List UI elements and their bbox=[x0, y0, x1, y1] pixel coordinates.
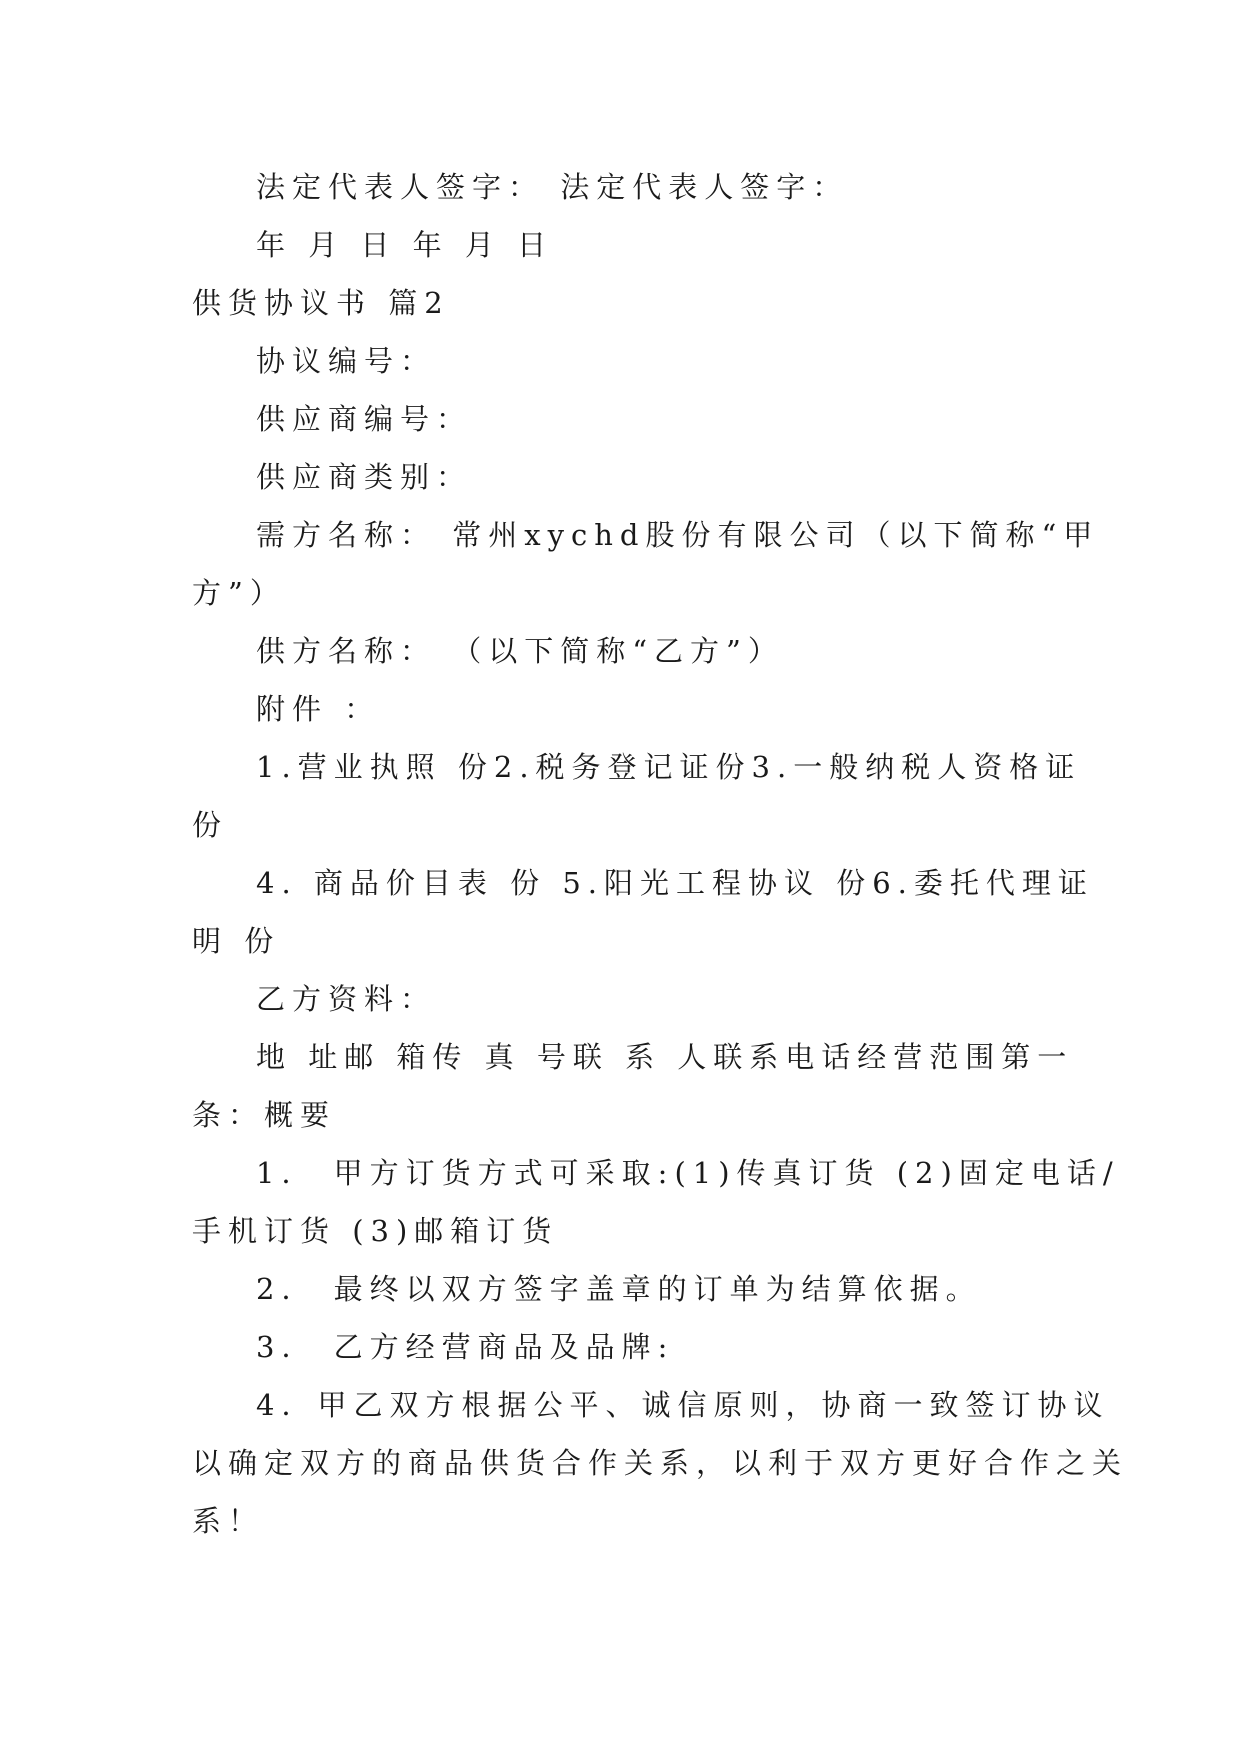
clause-4: 4．甲乙双方根据公平、诚信原则，协商一致签订协议 bbox=[256, 1388, 1110, 1422]
attachment-list-line-cont: 明 份 bbox=[192, 924, 281, 958]
clause-4-cont: 以确定双方的商品供货合作关系，以利于双方更好合作之关 bbox=[192, 1446, 1129, 1480]
supplier-info-label: 乙方资料： bbox=[256, 982, 437, 1016]
supplier-category-label: 供应商类别： bbox=[256, 460, 473, 494]
attachment-list-line-cont: 份 bbox=[192, 808, 229, 842]
agreement-number-label: 协议编号： bbox=[256, 344, 437, 378]
buyer-name-line-cont: 方”） bbox=[192, 576, 286, 610]
clause-1-cont: 手机订货 (3)邮箱订货 bbox=[192, 1214, 559, 1248]
attachment-list-line: 1.营业执照 份2.税务登记证份3.一般纳税人资格证 bbox=[256, 750, 1082, 784]
buyer-name-line: 需方名称： 常州xychd股份有限公司（以下简称“甲 bbox=[256, 518, 1100, 552]
signature-line: 法定代表人签字： 法定代表人签字： bbox=[256, 170, 849, 204]
attachment-list-line: 4. 商品价目表 份 5.阳光工程协议 份6.委托代理证 bbox=[256, 866, 1094, 900]
clause-1: 1． 甲方订货方式可采取:(1)传真订货 (2)固定电话/ bbox=[256, 1156, 1120, 1190]
clause-4-cont: 系！ bbox=[192, 1504, 265, 1538]
supplier-info-fields: 地 址邮 箱传 真 号联 系 人联系电话经营范围第一 bbox=[256, 1040, 1074, 1074]
clause-2: 2． 最终以双方签字盖章的订单为结算依据。 bbox=[256, 1272, 982, 1306]
section-title: 供货协议书 篇2 bbox=[192, 286, 450, 320]
date-line: 年 月 日 年 月 日 bbox=[256, 228, 554, 262]
attachments-label: 附件 ： bbox=[256, 692, 381, 726]
supplier-name-line: 供方名称： （以下简称“乙方”） bbox=[256, 634, 784, 668]
article-heading: 条：概要 bbox=[192, 1098, 337, 1132]
clause-3: 3． 乙方经营商品及品牌: bbox=[256, 1330, 675, 1364]
supplier-number-label: 供应商编号： bbox=[256, 402, 473, 436]
